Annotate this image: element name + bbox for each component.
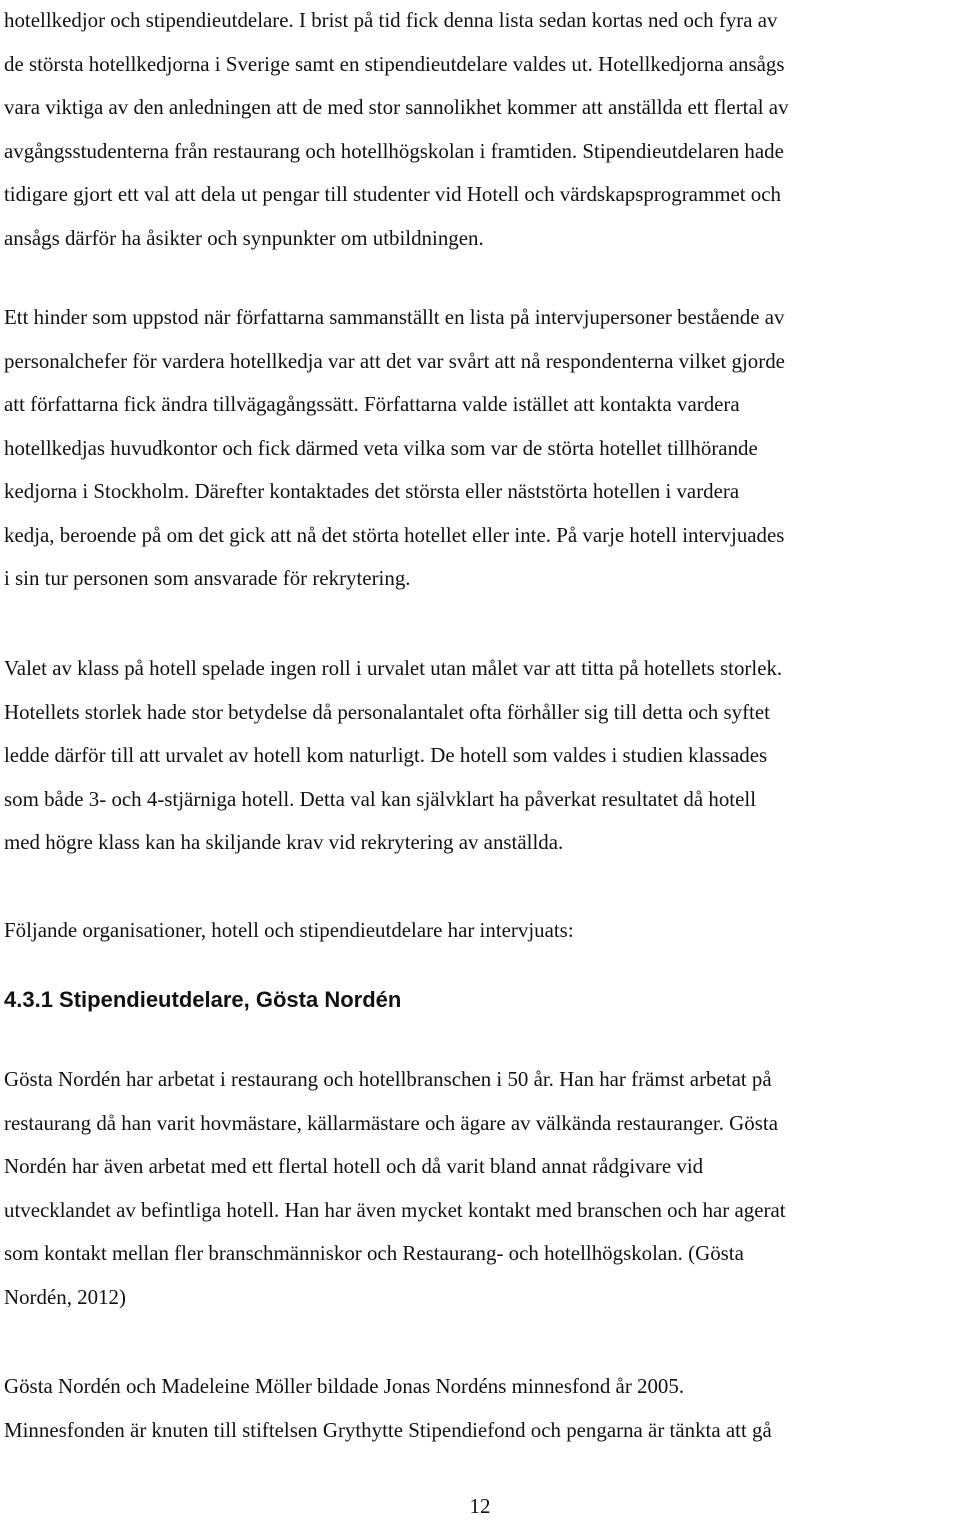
paragraph-obstacle: [4, 296, 960, 601]
text-line: som kontakt mellan fler branschmänniskor och Restaurang- och hotellhögskolan. (Gösta: [4, 1241, 744, 1265]
text-line: kedja, beroende på om det gick att nå det störta hotellet eller inte. På varje hotell intervjuades: [4, 522, 785, 547]
text-line: som både 3- och 4-stjärniga hotell. Detta val kan självklart ha påverkat resultatet då hotell: [4, 786, 757, 811]
text-line: ansågs därför ha åsikter och synpunkter om utbildningen.: [4, 225, 484, 250]
text-line: hotellkedjas huvudkontor och fick därmed veta vilka som var de störta hotellet tillhörande: [4, 435, 758, 460]
text-line: ledde därför till att urvalet av hotell kom naturligt. De hotell som valdes i studien klassades: [4, 743, 768, 767]
text-line: restaurang då han varit hovmästare, källarmästare och ägare av välkända restauranger. Gösta: [4, 1110, 778, 1135]
text-line: avgångsstudenterna från restaurang och hotellhögskolan i framtiden. Stipendieutdelaren hade: [4, 138, 784, 163]
text-line: att författarna fick ändra tillvägagångssätt. Författarna valde istället att kontakta vardera: [4, 392, 740, 416]
text-line: kedjorna i Stockholm. Därefter kontaktades det största eller näststörta hotellen i vardera: [4, 479, 740, 503]
text-line: Valet av klass på hotell spelade ingen roll i urvalet utan målet var att titta på hotellets storlek.: [4, 656, 783, 680]
text-line: utvecklandet av befintliga hotell. Han har även mycket kontakt med branschen och har agerat: [4, 1197, 786, 1222]
text-line: Ett hinder som uppstod när författarna sammanställt en lista på intervjupersoner bestående av: [4, 305, 785, 329]
text-line: de största hotellkedjorna i Sverige samt en stipendieutdelare valdes ut. Hotellkedjorna ansågs: [4, 51, 785, 76]
text-line: Följande organisationer, hotell och stipendieutdelare har intervjuats:: [4, 918, 574, 942]
paragraph-hotel-class: [4, 647, 960, 865]
text-line: i sin tur personen som ansvarade för rekrytering.: [4, 566, 411, 590]
text-line: vara viktiga av den anledningen att de med stor sannolikhet kommer att anställda ett flertal av: [4, 95, 789, 119]
text-line: hotellkedjor och stipendieutdelare. I brist på tid fick denna lista sedan kortas ned och fyra av: [4, 8, 778, 32]
text-line: personalchefer för vardera hotellkedja var att det var svårt att nå respondenterna vilket gjorde: [4, 348, 785, 373]
text-line: Hotellets storlek hade stor betydelse då personalantalet ofta förhåller sig till detta och syftet: [4, 699, 770, 724]
text-line: Nordén har även arbetat med ett flertal hotell och då varit bland annat rådgivare vid: [4, 1154, 704, 1178]
paragraph-interviewees-intro: [4, 909, 960, 953]
section-heading: 4.3.1 Stipendieutdelare, Gösta Nordén: [4, 987, 402, 1012]
page-number: 12: [469, 1494, 491, 1518]
text-line: med högre klass kan ha skiljande krav vid rekrytering av anställda.: [4, 830, 564, 854]
text-line: Gösta Nordén har arbetat i restaurang och hotellbranschen i 50 år. Han har främst arbetat på: [4, 1067, 772, 1091]
paragraph-minnesfond: [4, 1365, 960, 1452]
text-line: Minnesfonden är knuten till stiftelsen Grythytte Stipendiefond och pengarna är tänkta att gå: [4, 1417, 772, 1442]
paragraph-intro: [4, 0, 960, 260]
text-line: Nordén, 2012): [4, 1284, 126, 1309]
text-line: tidigare gjort ett val att dela ut pengar till studenter vid Hotell och värdskapsprogrammet och: [4, 182, 782, 206]
paragraph-gosta-norden: [4, 1058, 960, 1319]
text-line: Gösta Nordén och Madeleine Möller bildade Jonas Nordéns minnesfond år 2005.: [4, 1374, 685, 1398]
